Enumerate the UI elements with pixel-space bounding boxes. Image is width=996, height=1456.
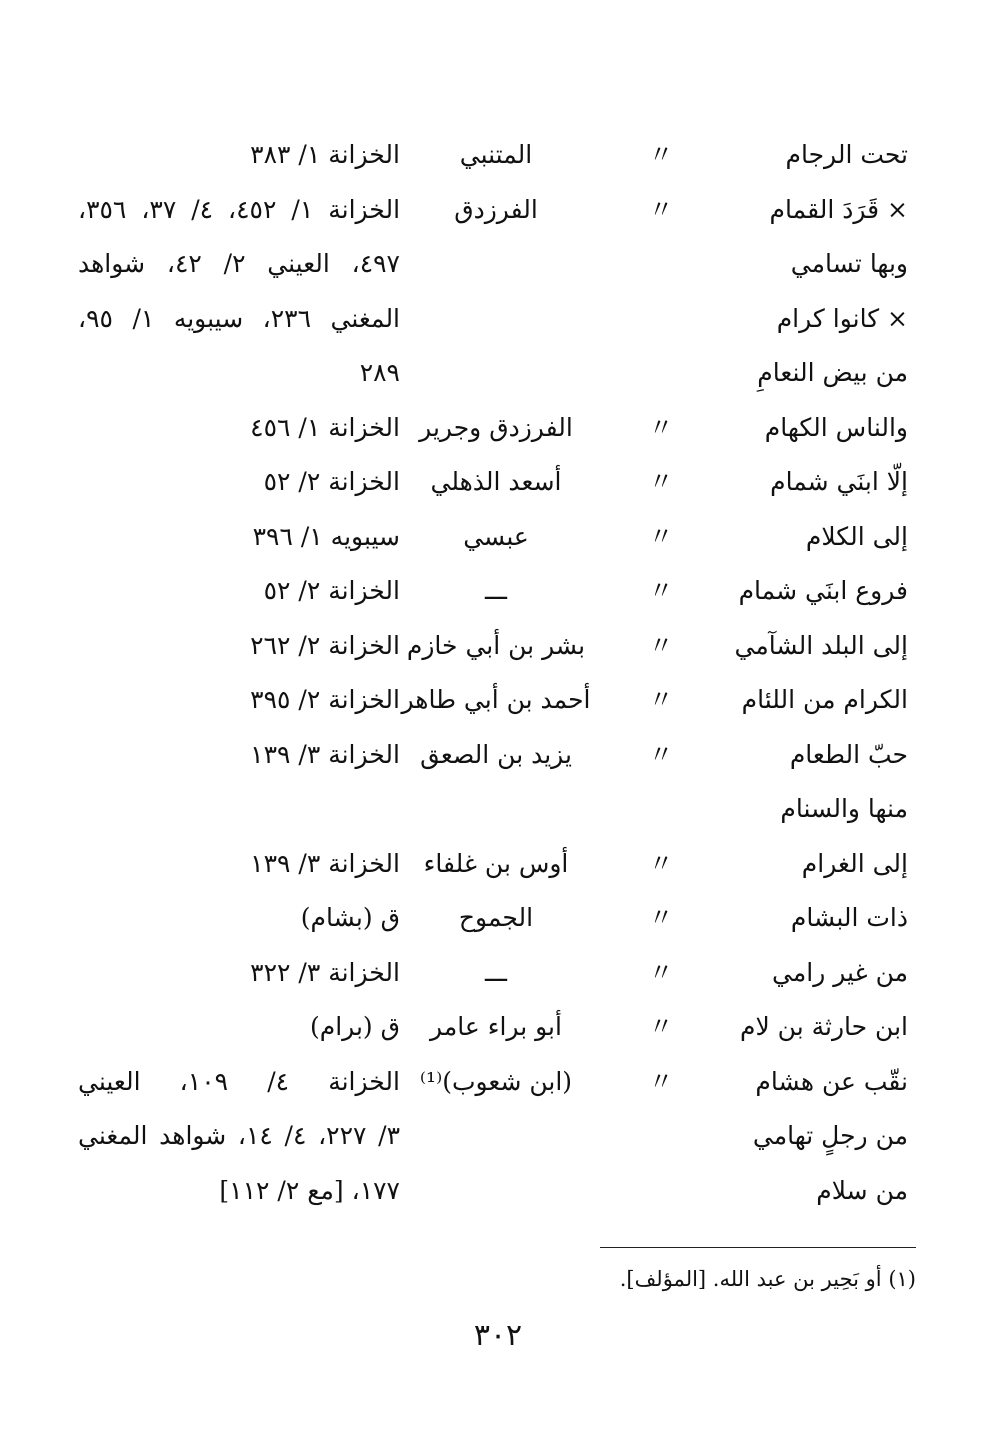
source-reference: الخزانة ٢/ ٥٢ bbox=[263, 467, 400, 496]
rhyme-text: ذات البشام bbox=[790, 903, 908, 932]
page-number: ٣٠٢ bbox=[473, 1318, 523, 1353]
index-row bbox=[0, 237, 996, 291]
rhyme-text: ابن حارثة بن لام bbox=[739, 1012, 908, 1041]
index-row bbox=[0, 292, 996, 346]
source-reference: ٢٨٩ bbox=[359, 358, 400, 387]
poet-name: أحمد بن أبي طاهر bbox=[401, 685, 591, 714]
poet-name: الجموح bbox=[458, 903, 534, 932]
ditto-mark: 〃 bbox=[648, 412, 674, 442]
index-row bbox=[0, 401, 996, 455]
index-row bbox=[0, 128, 996, 182]
ditto-mark: 〃 bbox=[648, 467, 674, 496]
rhyme-text: الكرام من اللئام bbox=[741, 685, 908, 714]
index-row bbox=[0, 1164, 996, 1218]
poet-name: الفرزدق وجرير bbox=[419, 412, 573, 442]
ditto-mark: 〃 bbox=[648, 630, 674, 660]
source-reference: ق (برام) bbox=[309, 1012, 400, 1041]
index-row bbox=[0, 782, 996, 836]
poet-name: أبو براء عامر bbox=[430, 1012, 562, 1041]
rhyme-text: × كانوا كرام bbox=[776, 303, 908, 333]
poet-name: يزيد بن الصعق bbox=[420, 739, 572, 769]
source-reference: الخزانة ٢/ ٥٢ bbox=[263, 576, 400, 605]
source-reference: الخزانة ٢/ ٢٦٢ bbox=[250, 630, 400, 660]
rhyme-text: إلى الغرام bbox=[801, 848, 908, 878]
ditto-mark: 〃 bbox=[648, 957, 674, 987]
ditto-mark: 〃 bbox=[648, 140, 674, 169]
index-row bbox=[0, 1000, 996, 1054]
rhyme-text: فروع ابنَي شمام bbox=[738, 576, 908, 605]
ditto-mark: 〃 bbox=[648, 194, 674, 224]
index-row bbox=[0, 183, 996, 237]
index-row bbox=[0, 946, 996, 1000]
index-row bbox=[0, 837, 996, 891]
source-reference: المغني ٢٣٦، سيبويه ١/ ٩٥، bbox=[78, 303, 401, 333]
source-reference: ٣/ ٢٢٧، ٤/ ١٤، شواهد المغني bbox=[78, 1121, 400, 1150]
poet-name: أسعد الذهلي bbox=[430, 467, 562, 496]
ditto-mark: 〃 bbox=[648, 521, 674, 551]
index-row bbox=[0, 619, 996, 673]
poet-name: المتنبي bbox=[459, 140, 533, 169]
source-reference: ٤٩٧، العيني ٢/ ٤٢، شواهد bbox=[78, 249, 400, 278]
ditto-mark: 〃 bbox=[648, 576, 674, 605]
index-row bbox=[0, 673, 996, 727]
index-row bbox=[0, 1109, 996, 1163]
rhyme-text: × قَرَدَ القمام bbox=[769, 194, 908, 224]
source-reference: ١٧٧، [مع ٢/ ١١٢] bbox=[219, 1175, 400, 1205]
rhyme-text: من غير رامي bbox=[772, 957, 908, 987]
rhyme-text: من بيض النعامِ bbox=[757, 358, 908, 387]
poet-name: عبسي bbox=[463, 521, 529, 551]
rhyme-text: من سلام bbox=[816, 1175, 908, 1205]
index-row bbox=[0, 1055, 996, 1109]
poet-name: ـــ bbox=[485, 576, 507, 605]
source-reference: ق (بشام) bbox=[300, 903, 400, 932]
ditto-mark: 〃 bbox=[648, 739, 674, 769]
source-reference: الخزانة ١/ ٣٨٣ bbox=[250, 140, 400, 169]
poet-name: (ابن شعوب)⁽¹⁾ bbox=[419, 1066, 573, 1096]
ditto-mark: 〃 bbox=[648, 903, 674, 932]
rhyme-text: من رجلٍ تهامي bbox=[752, 1121, 908, 1150]
source-reference: الخزانة ٢/ ٣٩٥ bbox=[250, 685, 400, 714]
ditto-mark: 〃 bbox=[648, 685, 674, 714]
ditto-mark: 〃 bbox=[648, 1012, 674, 1041]
poet-name: الفرزدق bbox=[454, 194, 538, 224]
ditto-mark: 〃 bbox=[648, 1066, 674, 1096]
index-row bbox=[0, 728, 996, 782]
source-reference: الخزانة ١/ ٤٥٢، ٤/ ٣٧، ٣٥٦، bbox=[78, 194, 401, 224]
rhyme-text: حبّ الطعام bbox=[789, 739, 908, 769]
poet-name: بشر بن أبي خازم bbox=[406, 630, 586, 660]
index-row bbox=[0, 455, 996, 509]
source-reference: الخزانة ٤/ ١٠٩، العيني bbox=[78, 1066, 400, 1096]
rhyme-text: والناس الكهام bbox=[764, 412, 908, 442]
rhyme-text: تحت الرجام bbox=[785, 140, 908, 169]
index-row bbox=[0, 564, 996, 618]
source-reference: الخزانة ١/ ٤٥٦ bbox=[250, 412, 400, 442]
source-reference: الخزانة ٣/ ١٣٩ bbox=[250, 739, 400, 769]
rhyme-text: وبها تسامي bbox=[790, 249, 908, 278]
rhyme-text: إلّا ابنَي شمام bbox=[770, 467, 908, 496]
index-row bbox=[0, 891, 996, 945]
rhyme-text: إلى الكلام bbox=[805, 521, 908, 551]
source-reference: الخزانة ٣/ ١٣٩ bbox=[250, 848, 400, 878]
source-reference: سيبويه ١/ ٣٩٦ bbox=[252, 521, 400, 551]
source-reference: الخزانة ٣/ ٣٢٢ bbox=[250, 957, 400, 987]
poet-name: ـــ bbox=[485, 957, 507, 987]
index-row bbox=[0, 346, 996, 400]
footnote-divider bbox=[600, 1247, 916, 1248]
footnote: (١) أو بَحِير بن عبد الله. [المؤلف]. bbox=[619, 1267, 916, 1291]
ditto-mark: 〃 bbox=[648, 848, 674, 878]
poet-name: أوس بن غلفاء bbox=[423, 848, 569, 878]
index-row bbox=[0, 510, 996, 564]
rhyme-text: إلى البلد الشآمي bbox=[734, 630, 908, 660]
rhyme-text: منها والسنام bbox=[780, 794, 908, 823]
rhyme-text: نقّب عن هشام bbox=[755, 1066, 908, 1096]
